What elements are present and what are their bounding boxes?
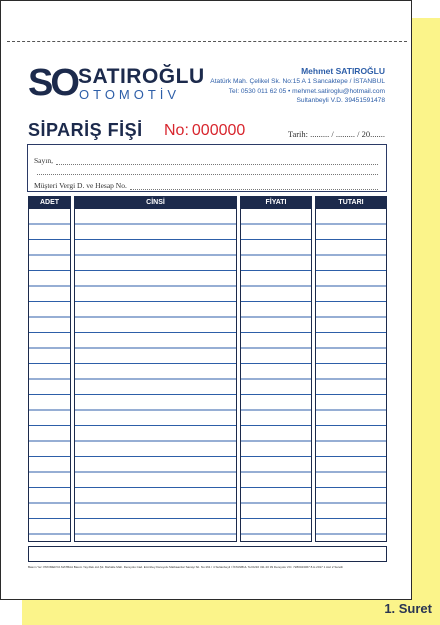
- company-contact: Tel: 0530 011 62 05 • mehmet.satiroglu@hotmail.com: [228, 87, 385, 95]
- column-header-adet: ADET: [29, 197, 70, 209]
- dotted-line: [56, 159, 378, 165]
- column-header-fiyati: FİYATI: [241, 197, 311, 209]
- column-rows-fiyati[interactable]: [241, 209, 311, 541]
- customer-salutation: Sayın,: [34, 156, 53, 165]
- logo-name: SATIROĞLU: [78, 65, 205, 88]
- date-field[interactable]: Tarih: ......... / ......... / 20.......: [287, 129, 385, 139]
- column-adet: [28, 196, 71, 542]
- copy-label: 1. Suret: [384, 601, 432, 616]
- customer-address-line[interactable]: [34, 169, 378, 175]
- column-header-tutari: TUTARI: [316, 197, 386, 209]
- logo-mark: SO: [28, 62, 77, 104]
- perforation-line: [7, 41, 407, 42]
- customer-tax-line[interactable]: [34, 181, 378, 190]
- dotted-line: [37, 169, 378, 175]
- total-box[interactable]: [28, 546, 387, 562]
- company-logo: [28, 64, 208, 106]
- logo-subtitle: OTOMOTİV: [79, 87, 181, 102]
- owner-name: Mehmet SATIROĞLU: [301, 66, 385, 76]
- column-rows-cinsi[interactable]: [75, 209, 236, 541]
- company-address: Atatürk Mah. Çelikel Sk. No:15 A 1 Sancaktepe / İSTANBUL: [210, 78, 385, 85]
- document-title: SİPARİŞ FİŞİ: [28, 120, 143, 140]
- column-rows-tutari[interactable]: [316, 209, 386, 541]
- printer-note: Basım Yer: PROMEDYA MATBAA Basım Yay.Rek.Ltd.Şti. Mahalle Mah. Dereyolu Cad. Eminbey Dereyolu Matbaacılar Sanayi Sit. No:161 / 4 Sultanbeyli / İSTANBUL Tel:0216 311 20 39 Dereyolu V.D. 7280023067 8.H.2017 1 Asıl 2 Suretli: [28, 565, 343, 569]
- company-tax: Sultanbeyli V.D. 39451591478: [296, 97, 385, 104]
- document-number: [164, 122, 245, 140]
- customer-box: [27, 144, 387, 192]
- dotted-line: [130, 184, 378, 190]
- customer-tax-label: Müşteri Vergi D. ve Hesap No.: [34, 181, 127, 190]
- column-tutari: [315, 196, 387, 542]
- document-number-value: 000000: [191, 122, 246, 139]
- customer-name-line[interactable]: [34, 156, 378, 165]
- column-rows-adet[interactable]: [29, 209, 70, 541]
- document-number-label: No:: [164, 122, 189, 139]
- column-fiyati: [240, 196, 312, 542]
- company-info: [210, 65, 385, 106]
- column-header-cinsi: CİNSİ: [75, 197, 236, 209]
- column-cinsi: [74, 196, 237, 542]
